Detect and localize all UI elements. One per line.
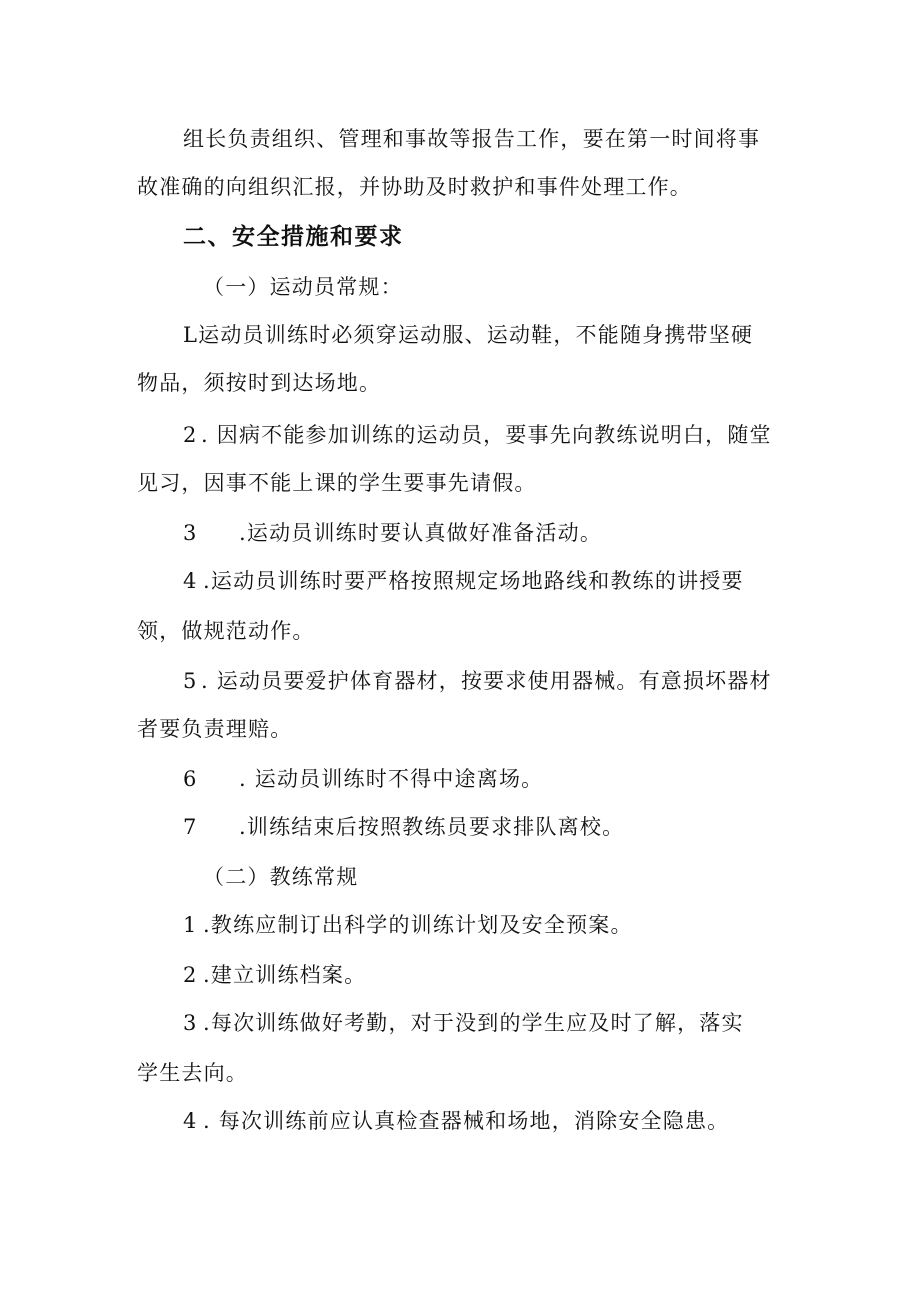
athlete-item-3 (183, 518, 602, 548)
athletes-subtitle: （一）运动员常规： (203, 275, 403, 299)
coach-item-2-number: 2 (183, 963, 198, 987)
coach-item-3-line-1 (183, 1008, 744, 1038)
coach-item-3-line-2: 学生去向。 (137, 1061, 248, 1085)
athlete-item-5-text: . 运动员要爱护体育器材，按要求使用器械。有意损坏器材 (201, 669, 772, 693)
athlete-item-4-text: .运动员训练时要严格按照规定场地路线和教练的讲授要 (203, 569, 744, 593)
athlete-item-5-line-2: 者要负责理赔。 (137, 717, 293, 741)
athlete-item-7-text: .训练结束后按照教练员要求排队离校。 (239, 815, 625, 839)
intro-line-1: 组长负责组织、管理和事故等报告工作，要在第一时间将事 (183, 127, 761, 151)
coach-item-4-number: 4 (183, 1109, 198, 1133)
athlete-item-4-line-2: 领，做规范动作。 (137, 619, 315, 643)
coach-item-2 (183, 960, 366, 990)
athlete-item-1-line-1 (183, 320, 753, 350)
athlete-item-3-number: 3 (183, 521, 198, 545)
coach-item-3-number: 3 (183, 1011, 198, 1035)
athlete-item-4-number: 4 (183, 569, 198, 593)
athlete-item-2-number: 2 (183, 423, 198, 447)
athlete-item-6-text: . 运动员训练时不得中途离场。 (239, 767, 544, 791)
athlete-item-7 (183, 812, 624, 842)
athlete-item-2-text: . 因病不能参加训练的运动员，要事先向教练说明白，随堂 (201, 423, 772, 447)
athlete-item-5-number: 5 (183, 669, 198, 693)
athlete-item-6 (183, 764, 543, 794)
athlete-item-6-number: 6 (183, 767, 198, 791)
coach-item-2-text: .建立训练档案。 (203, 963, 367, 987)
athlete-item-3-text: .运动员训练时要认真做好准备活动。 (239, 521, 603, 545)
athlete-item-1-line-2: 物品，须按时到达场地。 (137, 371, 382, 395)
coach-item-1-text: .教练应制订出科学的训练计划及安全预案。 (203, 913, 633, 937)
coach-item-3-text: .每次训练做好考勤，对于没到的学生应及时了解，落实 (203, 1011, 744, 1035)
coach-item-4-text: . 每次训练前应认真检查器械和场地，消除安全隐患。 (203, 1109, 730, 1133)
coaches-subtitle: （二）教练常规 (203, 865, 359, 889)
athlete-item-2-line-2: 见习，因事不能上课的学生要事先请假。 (137, 471, 537, 495)
athlete-item-1-number: L (183, 323, 199, 347)
athlete-item-2-line-1 (183, 420, 772, 450)
athlete-item-5-line-1 (183, 666, 772, 696)
coach-item-4 (183, 1106, 729, 1136)
intro-line-2: 故准确的向组织汇报，并协助及时救护和事件处理工作。 (137, 175, 692, 199)
coach-item-1 (183, 910, 633, 940)
coach-item-1-number: 1 (183, 913, 198, 937)
athlete-item-7-number: 7 (183, 815, 198, 839)
section-heading: 二、安全措施和要求 (183, 224, 404, 250)
athlete-item-4-line-1 (183, 566, 744, 596)
athlete-item-1-text: 运动员训练时必须穿运动服、运动鞋，不能随身携带坚硬 (198, 323, 754, 347)
